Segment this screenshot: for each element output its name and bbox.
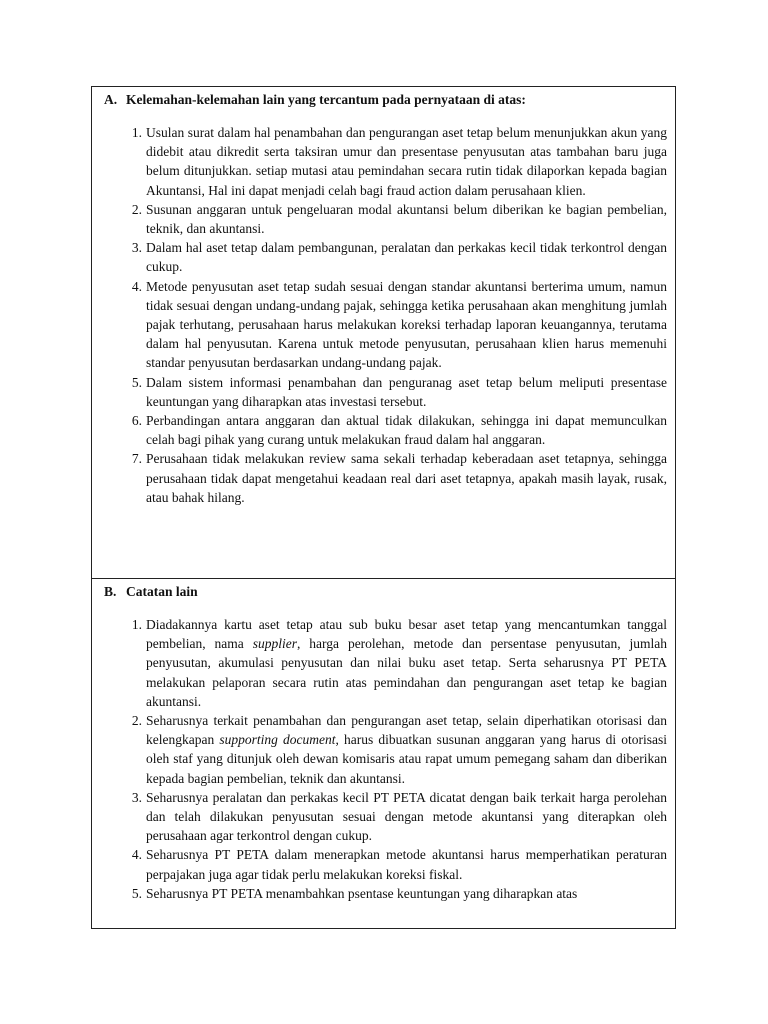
item-text-italic: supplier <box>252 636 297 652</box>
item-text: Perbandingan antara anggaran dan aktual tidak dilakukan, sehingga ini dapat memunculkan celah bagi pihak yang curang untuk melakukan fraud dalam hal anggaran. <box>146 413 667 448</box>
item-number: 2. <box>131 713 142 729</box>
item-number: 4. <box>131 278 142 294</box>
item-number: 3. <box>131 789 142 805</box>
section-a-title: Kelemahan-kelemahan lain yang tercantum pada pernyataan di atas: <box>126 92 526 107</box>
item-text-part: Seharusnya peralatan dan perkakas kecil PT PETA dicatat dengan baik terkait harga perolehan dan telah dilakukan penyusutan sesuai dengan metode akuntansi yang diterapkan oleh perusahaan agar terkontrol dengan cukup. <box>146 789 667 844</box>
item-number: 4. <box>131 847 142 863</box>
list-item <box>92 449 675 507</box>
list-item <box>92 123 675 200</box>
list-item <box>92 884 675 903</box>
item-number: 5. <box>131 885 142 901</box>
item-text-italic: supporting document <box>219 732 336 748</box>
list-item <box>92 238 675 276</box>
item-number: 2. <box>131 201 142 217</box>
item-number: 3. <box>131 240 142 256</box>
section-a-list <box>92 123 675 507</box>
list-item <box>92 615 675 711</box>
section-b-list <box>92 615 675 903</box>
item-text-part: Seharusnya PT PETA dalam menerapkan metode akuntansi harus memperhatikan peraturan perpajakan juga agar tidak perlu melakukan koreksi fiskal. <box>146 847 667 882</box>
item-number: 1. <box>131 125 142 140</box>
list-item <box>92 845 675 883</box>
item-text: Susunan anggaran untuk pengeluaran modal akuntansi belum diberikan ke bagian pembelian, teknik, dan akuntansi. <box>146 201 667 237</box>
list-item <box>92 277 675 373</box>
list-item <box>92 411 675 449</box>
list-item <box>92 200 675 238</box>
item-text: Dalam hal aset tetap dalam pembangunan, peralatan dan perkakas kecil tidak terkontrol dengan cukup. <box>146 240 667 275</box>
item-text <box>146 845 667 883</box>
item-text: Perusahaan tidak melakukan review sama sekali terhadap keberadaan aset tetapnya, sehingga perusahaan tidak dapat mengetahui keadaan real dari aset tetapnya, apakah masih layak, rusak, atau bahak hilang. <box>146 451 667 505</box>
list-item <box>92 711 675 788</box>
list-item <box>92 373 675 411</box>
item-text <box>146 615 667 711</box>
item-text <box>146 711 667 788</box>
item-number: 1. <box>131 617 142 632</box>
section-b-heading <box>92 579 675 601</box>
item-text-part: Seharusnya PT PETA menambahkan psentase keuntungan yang diharapkan atas <box>146 885 578 901</box>
section-a <box>92 87 675 579</box>
section-a-letter: A. <box>104 92 118 107</box>
section-b <box>92 579 675 928</box>
item-text: Metode penyusutan aset tetap sudah sesuai dengan standar akuntansi berterima umum, namun tidak sesuai dengan undang-undang pajak, sehingga ketika perusahaan akan menghitung jumlah pajak terhutang, perusahaan harus melakukan koreksi terhadap laporan keuangannya, terutama dalam hal penyusutan. Karena untuk metode penyusutan, perusahaan klien harus memenuhi standar penyusutan berdasarkan undang-undang pajak. <box>146 278 667 371</box>
item-text-part: , harus dibuatkan susunan anggaran yang harus di otorisasi oleh staf yang ditunjuk oleh dewan komisaris atau rapat umum pemegang saham dan diberikan kepada bagian pembelian, teknik dan akuntansi. <box>146 732 667 786</box>
list-item <box>92 788 675 846</box>
section-b-letter: B. <box>104 584 117 599</box>
section-b-title: Catatan lain <box>126 584 198 599</box>
section-a-heading <box>92 87 675 109</box>
item-text-part: Diadakannya kartu aset tetap atau sub buku besar aset tetap yang mencantumkan tanggal pembelian, nama <box>146 617 667 652</box>
item-number: 5. <box>131 374 142 390</box>
item-text <box>146 884 667 903</box>
item-text: Usulan surat dalam hal penambahan dan pengurangan aset tetap belum menunjukkan akun yang didebit atau dikredit serta taksiran umur dan presentase penyusutan atas tambahan baru juga belum ditunjukkan. setiap mutasi atau pemindahan secara rutin tidak dilaporkan kepada bagian Akuntansi, Hal ini dapat menjadi celah bagi fraud action dalam perusahaan klien. <box>146 125 667 198</box>
item-text <box>146 788 667 846</box>
item-text-part: , harga perolehan, metode dan persentase penyusutan, jumlah penyusutan, akumulasi penyusutan dan nilai buku aset tetap. Serta seharusnya PT PETA melakukan pelaporan secara rutin atas pemindahan dan pengurangan aset tetap ke bagian akuntansi. <box>146 636 667 709</box>
notes-table <box>91 86 676 929</box>
item-text-part: Seharusnya terkait penambahan dan pengurangan aset tetap, selain diperhatikan otorisasi dan kelengkapan <box>146 713 667 748</box>
item-number: 6. <box>131 413 142 429</box>
item-number: 7. <box>131 451 142 467</box>
item-text: Dalam sistem informasi penambahan dan penguranag aset tetap belum meliputi presentase keuntungan yang diharapkan atas investasi tersebut. <box>146 374 667 409</box>
